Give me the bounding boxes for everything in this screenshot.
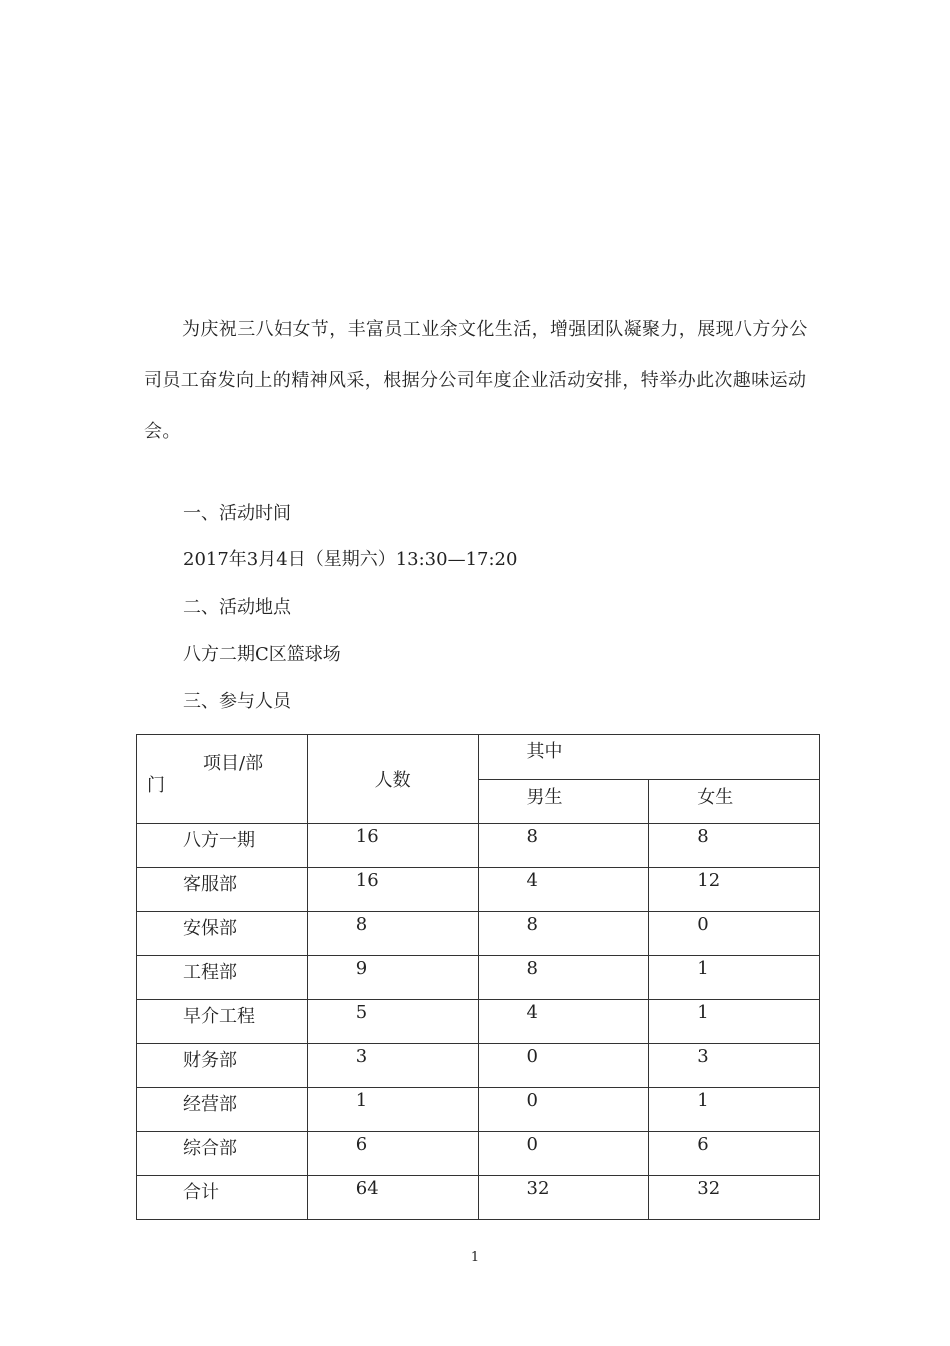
male-cell: 32: [478, 1176, 649, 1220]
female-cell: 3: [649, 1044, 820, 1088]
table-row: [137, 868, 820, 912]
event-time: 2017年3月4日（星期六）13:30—17:20: [183, 549, 518, 570]
male-cell: 0: [478, 1132, 649, 1176]
female-cell: 1: [649, 1000, 820, 1044]
section-1-heading: 一、活动时间: [183, 503, 291, 524]
male-cell: 8: [478, 824, 649, 868]
male-cell: 4: [478, 868, 649, 912]
table-row: [137, 912, 820, 956]
total-cell: 16: [307, 868, 478, 912]
intro-paragraph: 为庆祝三八妇女节，丰富员工业余文化生活，增强团队凝聚力，展现八方分公司员工奋发向上的精神风采，根据分公司年度企业活动安排，特举办此次趣味运动会。: [144, 319, 808, 442]
female-cell: 1: [649, 956, 820, 1000]
male-cell: 8: [478, 912, 649, 956]
dept-cell: 财务部: [137, 1044, 308, 1088]
female-cell: 12: [649, 868, 820, 912]
header-count: 人数: [307, 735, 478, 824]
dept-cell: 安保部: [137, 912, 308, 956]
male-cell: 0: [478, 1044, 649, 1088]
female-cell: 0: [649, 912, 820, 956]
dept-cell: 早介工程: [137, 1000, 308, 1044]
total-cell: 16: [307, 824, 478, 868]
header-project-line1: 项目/部: [203, 753, 264, 774]
female-cell: 8: [649, 824, 820, 868]
total-cell: 1: [307, 1088, 478, 1132]
section-3-heading: 三、参与人员: [183, 691, 291, 712]
table-row: [137, 956, 820, 1000]
header-project-line2: 门: [147, 775, 165, 796]
table-row: [137, 824, 820, 868]
dept-cell: 合计: [137, 1176, 308, 1220]
dept-cell: 经营部: [137, 1088, 308, 1132]
male-cell: 8: [478, 956, 649, 1000]
participants-table: [136, 734, 820, 1220]
header-female: 女生: [649, 779, 820, 824]
total-cell: 64: [307, 1176, 478, 1220]
female-cell: 32: [649, 1176, 820, 1220]
header-group: 其中: [478, 735, 820, 780]
table-row: [137, 1000, 820, 1044]
dept-cell: 工程部: [137, 956, 308, 1000]
page-number: 1: [470, 1250, 480, 1265]
table-row: [137, 1176, 820, 1220]
header-project-dept: [137, 735, 308, 824]
section-2-heading: 二、活动地点: [183, 597, 291, 618]
table-row: [137, 1044, 820, 1088]
table-row: [137, 1088, 820, 1132]
table-row: [137, 1132, 820, 1176]
event-location: 八方二期C区篮球场: [183, 644, 341, 665]
total-cell: 9: [307, 956, 478, 1000]
female-cell: 1: [649, 1088, 820, 1132]
dept-cell: 综合部: [137, 1132, 308, 1176]
total-cell: 3: [307, 1044, 478, 1088]
header-male: 男生: [478, 779, 649, 824]
dept-cell: 客服部: [137, 868, 308, 912]
male-cell: 0: [478, 1088, 649, 1132]
total-cell: 8: [307, 912, 478, 956]
total-cell: 6: [307, 1132, 478, 1176]
dept-cell: 八方一期: [137, 824, 308, 868]
male-cell: 4: [478, 1000, 649, 1044]
total-cell: 5: [307, 1000, 478, 1044]
female-cell: 6: [649, 1132, 820, 1176]
